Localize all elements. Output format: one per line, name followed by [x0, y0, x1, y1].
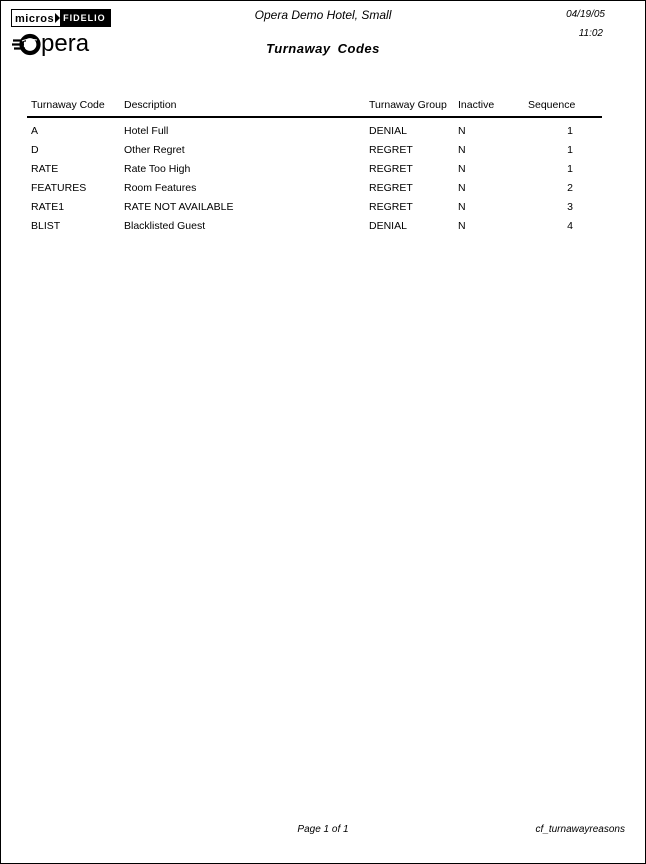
- table-header-row: [27, 97, 602, 117]
- cell-description: Hotel Full: [124, 125, 169, 137]
- cell-turnaway-code: RATE: [31, 163, 59, 175]
- table-row: [27, 117, 602, 137]
- cell-turnaway-code: BLIST: [31, 220, 61, 232]
- turnaway-codes-table: [27, 97, 602, 232]
- cell-inactive: N: [458, 201, 466, 213]
- cell-sequence: 1: [567, 144, 573, 156]
- column-header-turnaway-group: Turnaway Group: [369, 97, 458, 117]
- cell-turnaway-group: DENIAL: [369, 125, 407, 137]
- cell-turnaway-group: REGRET: [369, 163, 413, 175]
- cell-inactive: N: [458, 144, 466, 156]
- cell-description: Room Features: [124, 182, 197, 194]
- hotel-name: Opera Demo Hotel, Small: [254, 8, 392, 22]
- cell-turnaway-code: A: [31, 125, 39, 137]
- table-row: [27, 194, 602, 213]
- report-id: cf_turnawayreasons: [535, 824, 625, 835]
- cell-inactive: N: [458, 163, 466, 175]
- report-date: 04/19/05: [566, 9, 605, 20]
- column-header-sequence: Sequence: [528, 97, 602, 117]
- cell-turnaway-group: REGRET: [369, 201, 413, 213]
- cell-turnaway-group: DENIAL: [369, 220, 407, 232]
- page-number: Page 1 of 1: [297, 824, 349, 835]
- cell-inactive: N: [458, 220, 466, 232]
- cell-turnaway-code: FEATURES: [31, 182, 87, 194]
- cell-sequence: 4: [567, 220, 573, 232]
- fidelio-logo-text: FIDELIO: [60, 10, 110, 26]
- cell-description: Rate Too High: [124, 163, 191, 175]
- column-header-inactive: Inactive: [458, 97, 528, 117]
- table-row: [27, 156, 602, 175]
- table-row: [27, 137, 602, 156]
- micros-logo-text: micros: [15, 12, 55, 25]
- cell-turnaway-group: REGRET: [369, 182, 413, 194]
- cell-description: Blacklisted Guest: [124, 220, 206, 232]
- cell-turnaway-code: RATE1: [31, 201, 65, 213]
- opera-logo-text: pera: [41, 30, 90, 57]
- table-row: [27, 175, 602, 194]
- column-header-description: Description: [124, 97, 369, 117]
- table-row: [27, 213, 602, 232]
- cell-sequence: 1: [567, 163, 573, 175]
- column-header-turnaway-code: Turnaway Code: [27, 97, 124, 117]
- cell-sequence: 1: [567, 125, 573, 137]
- cell-sequence: 3: [567, 201, 573, 213]
- report-title: Turnaway Codes: [266, 41, 380, 56]
- cell-sequence: 2: [567, 182, 573, 194]
- report-time: 11:02: [578, 28, 603, 39]
- cell-inactive: N: [458, 125, 466, 137]
- cell-turnaway-group: REGRET: [369, 144, 413, 156]
- cell-description: RATE NOT AVAILABLE: [124, 201, 234, 213]
- cell-description: Other Regret: [124, 144, 185, 156]
- cell-turnaway-code: D: [31, 144, 39, 156]
- cell-inactive: N: [458, 182, 466, 194]
